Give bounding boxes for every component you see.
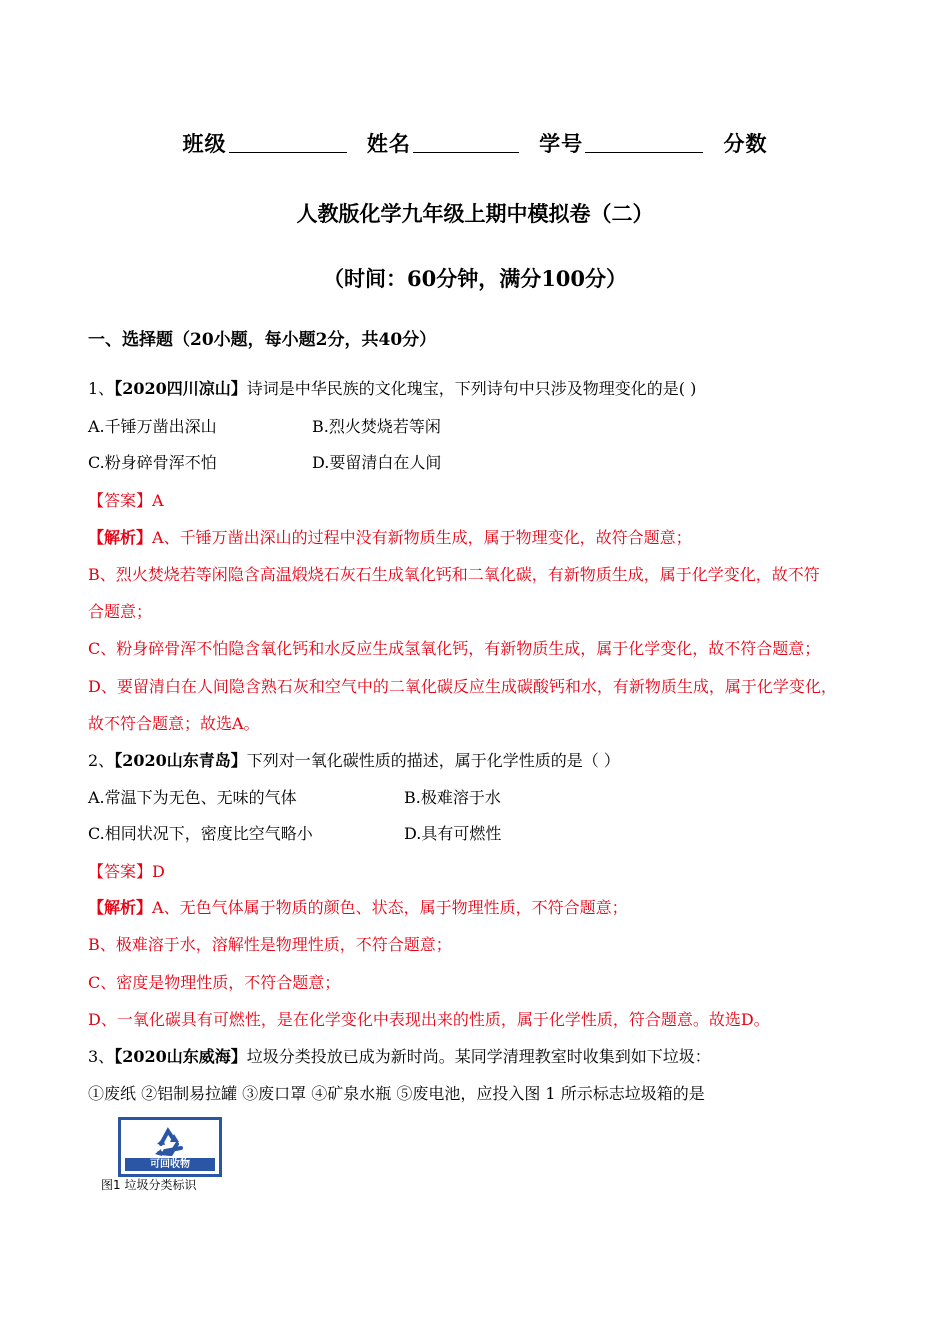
q2-option-b: B.极难溶于水: [404, 788, 501, 807]
analysis-label: 【解析】: [88, 528, 153, 547]
q1-option-a: A.千锤万凿出深山: [88, 417, 217, 436]
q1-analysis-3: 合题意；: [88, 602, 153, 621]
q2-option-c: C.相同状况下，密度比空气略小: [88, 824, 313, 843]
question-text: 垃圾分类投放已成为新时尚。某同学清理教室时收集到如下垃圾：: [246, 1047, 711, 1066]
q1-option-c: C.粉身碎骨浑不怕: [88, 453, 217, 472]
q2-analysis-2: B、极难溶于水，溶解性是物理性质，不符合题意；: [88, 935, 452, 954]
question-3-stem: [88, 1046, 711, 1068]
figure-label: 可回收物: [125, 1158, 215, 1171]
name-label: 姓名: [366, 131, 411, 156]
q1-answer: 【答案】A: [88, 491, 164, 510]
question-number: 3、: [88, 1047, 115, 1066]
section-heading: 一、选择题（20小题，每小题2分，共40分）: [88, 330, 437, 350]
q1-analysis-6: 故不符合题意；故选A。: [88, 714, 260, 733]
question-source: 【2020四川凉山】: [114, 379, 247, 398]
recycling-sign-figure: [118, 1117, 222, 1177]
page-title: 人教版化学九年级上期中模拟卷（二）: [296, 201, 654, 226]
q1-option-d: D.要留清白在人间: [312, 453, 442, 472]
recycle-icon: [121, 1120, 219, 1160]
class-blank: [229, 132, 347, 153]
student-info-line: [0, 128, 950, 158]
q1-analysis-4: C、粉身碎骨浑不怕隐含氧化钙和水反应生成氢氧化钙，有新物质生成，属于化学变化，故不符合题意；: [88, 639, 821, 658]
question-3-items: ①废纸 ②铝制易拉罐 ③废口罩 ④矿泉水瓶 ⑤废电池，应投入图 1 所示标志垃圾箱的是: [88, 1084, 705, 1103]
question-number: 2、: [88, 751, 115, 770]
q1-analysis-2: B、烈火焚烧若等闲隐含高温煅烧石灰石生成氧化钙和二氧化碳，有新物质生成，属于化学变化，故不符: [88, 565, 820, 584]
q2-analysis-1: [88, 897, 628, 919]
q2-analysis-3: C、密度是物理性质，不符合题意；: [88, 973, 341, 992]
figure-caption: 图1 垃圾分类标识: [101, 1178, 197, 1191]
class-label: 班级: [182, 131, 227, 156]
score-label: 分数: [723, 131, 768, 156]
question-source: 【2020山东青岛】: [114, 751, 247, 770]
id-blank: [585, 132, 703, 153]
analysis-text: A、无色气体属于物质的颜色、状态，属于物理性质，不符合题意；: [152, 898, 628, 917]
question-source: 【2020山东威海】: [114, 1047, 247, 1066]
q2-option-a: A.常温下为无色、无味的气体: [88, 788, 297, 807]
question-text: 诗词是中华民族的文化瑰宝，下列诗句中只涉及物理变化的是( ): [246, 379, 697, 398]
question-number: 1、: [88, 379, 115, 398]
analysis-label: 【解析】: [88, 898, 153, 917]
page-subtitle: （时间：60分钟，满分100分）: [322, 266, 628, 291]
question-1-stem: [88, 378, 696, 400]
id-label: 学号: [539, 131, 584, 156]
question-2-stem: [88, 750, 620, 772]
q2-option-d: D.具有可燃性: [404, 824, 502, 843]
q1-analysis-1: [88, 527, 692, 549]
q1-analysis-5: D、要留清白在人间隐含熟石灰和空气中的二氧化碳反应生成碳酸钙和水，有新物质生成，属于化学变化，: [88, 677, 837, 696]
question-text: 下列对一氧化碳性质的描述，属于化学性质的是（ ）: [246, 751, 620, 770]
name-blank: [413, 132, 519, 153]
q2-analysis-4: D、一氧化碳具有可燃性，是在化学变化中表现出来的性质，属于化学性质，符合题意。故选D。: [88, 1010, 770, 1029]
analysis-text: A、千锤万凿出深山的过程中没有新物质生成，属于物理变化，故符合题意；: [152, 528, 692, 547]
q1-option-b: B.烈火焚烧若等闲: [312, 417, 441, 436]
q2-answer: 【答案】D: [88, 862, 165, 881]
